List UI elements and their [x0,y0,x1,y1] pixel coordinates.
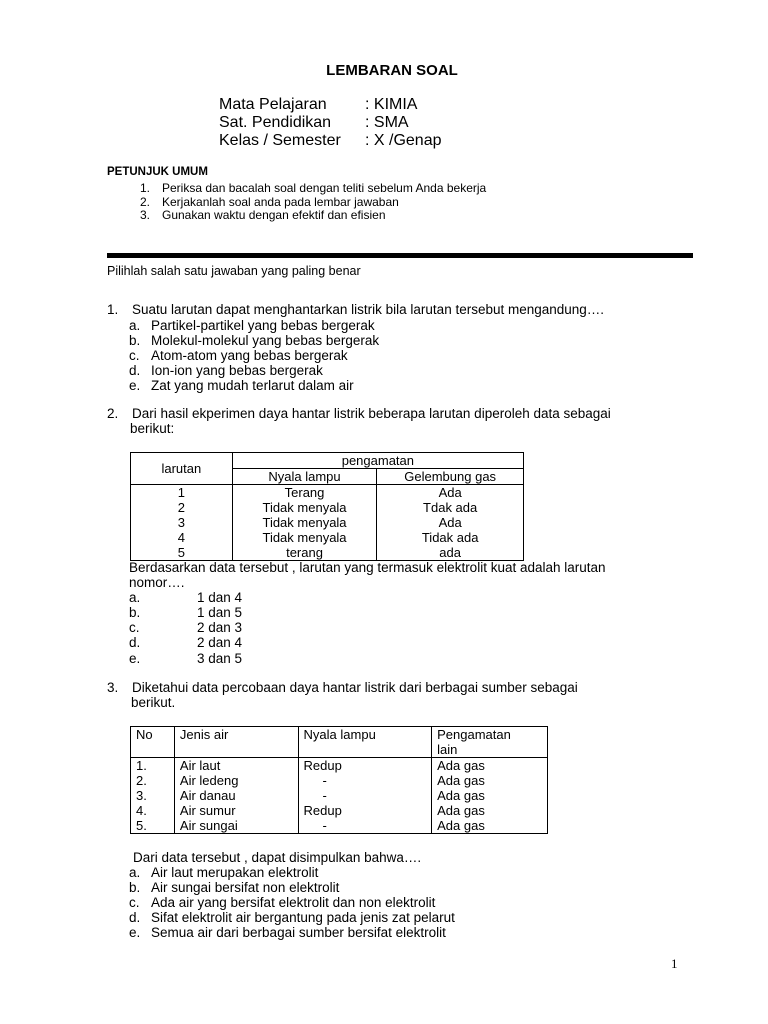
option-letter: c. [129,620,140,635]
option [129,910,455,925]
cell-nyala: Terang [232,485,377,501]
question-text: Dari hasil ekperimen daya hantar listrik beberapa larutan diperoleh data sebagai [132,406,611,421]
table-row [131,788,548,803]
option-letter: b. [129,333,141,348]
option-text: 3 dan 5 [197,651,243,666]
header-line: Pengamatan [437,727,511,742]
cell-no: 2. [131,773,175,788]
option [129,635,242,650]
meta-subject [219,96,417,114]
question-text: Suatu larutan dapat menghantarkan listrik bila larutan tersebut mengandung…. [132,302,605,317]
instructions-heading: PETUNJUK UMUM [107,166,208,178]
question-number: 2. [107,406,119,421]
question-number: 3. [107,680,119,695]
instruction-text: Kerjakanlah soal anda pada lembar jawaban [162,195,399,209]
cell-jenis: Air laut [174,758,298,774]
option [129,378,354,393]
option-text: 1 dan 5 [197,605,243,620]
table-row [131,500,524,515]
option-text: Zat yang mudah terlarut dalam air [151,378,354,393]
option-text: 2 dan 4 [197,635,243,650]
question-text: Diketahui data percobaan daya hantar listrik dari berbagai sumber sebagai [132,680,578,695]
meta-value: : KIMIA [365,96,418,113]
question-text-continued: berikut: [130,421,175,436]
option-text: Sifat elektrolit air bergantung pada jenis zat pelarut [151,910,455,925]
cell-lain: Ada gas [432,758,548,774]
instruction-number: 2. [140,195,151,209]
table-row [131,758,548,774]
data-table-1 [130,452,524,561]
header-nyala-lampu: Nyala lampu [232,469,377,485]
cell-nyala: - [298,773,432,788]
cell-nyala: Redup [298,758,432,774]
instruction-item [140,181,486,195]
option-text: 2 dan 3 [197,620,243,635]
option-letter: a. [129,590,141,605]
option [129,348,348,363]
option-text: Air laut merupakan elektrolit [151,865,319,880]
option-letter: e. [129,378,141,393]
cell-nyala: Tidak menyala [232,515,377,530]
meta-class [219,132,442,150]
instruction-item [140,208,386,222]
option [129,895,435,910]
meta-label: Sat. Pendidikan [219,114,332,131]
cell-jenis: Air danau [174,788,298,803]
data-table-2 [130,726,548,834]
table-row [131,818,548,834]
cell-larutan: 3 [131,515,233,530]
cell-gelembung: Ada [377,485,524,501]
header-line: lain [437,742,458,757]
cell-nyala: Tidak menyala [232,500,377,515]
option-letter: e. [129,925,141,940]
meta-value: : SMA [365,114,409,131]
table-row [131,803,548,818]
option-letter: c. [129,348,140,363]
cell-nyala: - [298,788,432,803]
option-letter: d. [129,910,141,925]
cell-lain: Ada gas [432,818,548,834]
instruction-item [140,195,399,209]
option [129,590,242,605]
question-followup: Berdasarkan data tersebut , larutan yang termasuk elektrolit kuat adalah larutan [129,560,606,575]
option [129,363,323,378]
question-2 [107,406,611,421]
instruction-number: 3. [140,208,151,222]
header-pengamatan: pengamatan [232,453,523,469]
option-letter: b. [129,605,141,620]
cell-nyala: Redup [298,803,432,818]
cell-no: 4. [131,803,175,818]
cell-jenis: Air ledeng [174,773,298,788]
option [129,925,446,940]
option-text: Air sungai bersifat non elektrolit [151,880,340,895]
option [129,318,375,333]
table-row [131,773,548,788]
meta-label: Kelas / Semester [219,132,341,149]
option-text: Ion-ion yang bebas bergerak [151,363,323,378]
header-larutan: larutan [131,453,233,485]
table-row [131,545,524,561]
cell-lain: Ada gas [432,788,548,803]
option [129,865,318,880]
option [129,651,242,666]
cell-jenis: Air sungai [174,818,298,834]
table-row [131,530,524,545]
header-gelembung-gas: Gelembung gas [377,469,524,485]
cell-jenis: Air sumur [174,803,298,818]
meta-level [219,114,409,132]
question-followup: Dari data tersebut , dapat disimpulkan bahwa…. [133,850,422,865]
cell-larutan: 4 [131,530,233,545]
header-no: No [131,727,175,758]
option [129,620,242,635]
cell-no: 5. [131,818,175,834]
page-title: LEMBARAN SOAL [326,62,458,79]
option-text: Ada air yang bersifat elektrolit dan non elektrolit [151,895,436,910]
instruction-text: Periksa dan bacalah soal dengan teliti sebelum Anda bekerja [162,181,487,195]
header-pengamatan-lain [432,727,548,758]
cell-no: 1. [131,758,175,774]
divider [107,253,693,258]
option-text: Atom-atom yang bebas bergerak [151,348,348,363]
question-text-continued: berikut. [131,695,176,710]
option-letter: a. [129,865,141,880]
cell-nyala: - [298,818,432,834]
table-header-row [131,727,548,758]
table-row [131,515,524,530]
option-text: Semua air dari berbagai sumber bersifat elektrolit [151,925,446,940]
cell-lain: Ada gas [432,803,548,818]
option-letter: b. [129,880,141,895]
option [129,333,379,348]
option-text: Molekul-molekul yang bebas bergerak [151,333,380,348]
question-followup-continued: nomor…. [129,575,185,590]
cell-gelembung: Tdak ada [377,500,524,515]
cell-lain: Ada gas [432,773,548,788]
cell-nyala: Tidak menyala [232,530,377,545]
cell-gelembung: Ada [377,515,524,530]
cell-no: 3. [131,788,175,803]
question-3 [107,680,578,695]
answer-instruction: Pilihlah salah satu jawaban yang paling benar [107,264,361,278]
cell-gelembung: ada [377,545,524,561]
option-letter: d. [129,363,141,378]
meta-value: : X /Genap [365,132,442,149]
table-header-row [131,453,524,469]
question-number: 1. [107,302,119,317]
header-jenis-air: Jenis air [174,727,298,758]
option-letter: d. [129,635,141,650]
instruction-number: 1. [140,181,151,195]
cell-larutan: 5 [131,545,233,561]
option [129,605,242,620]
cell-gelembung: Tidak ada [377,530,524,545]
option-text: 1 dan 4 [197,590,243,605]
meta-label: Mata Pelajaran [219,96,327,113]
cell-larutan: 2 [131,500,233,515]
question-1 [107,302,604,317]
table-row [131,485,524,501]
page-number: 1 [671,956,678,971]
option-letter: c. [129,895,140,910]
cell-larutan: 1 [131,485,233,501]
cell-nyala: terang [232,545,377,561]
header-nyala-lampu: Nyala lampu [298,727,432,758]
option [129,880,339,895]
option-letter: e. [129,651,141,666]
option-text: Partikel-partikel yang bebas bergerak [151,318,375,333]
instruction-text: Gunakan waktu dengan efektif dan efisien [162,208,386,222]
option-letter: a. [129,318,141,333]
